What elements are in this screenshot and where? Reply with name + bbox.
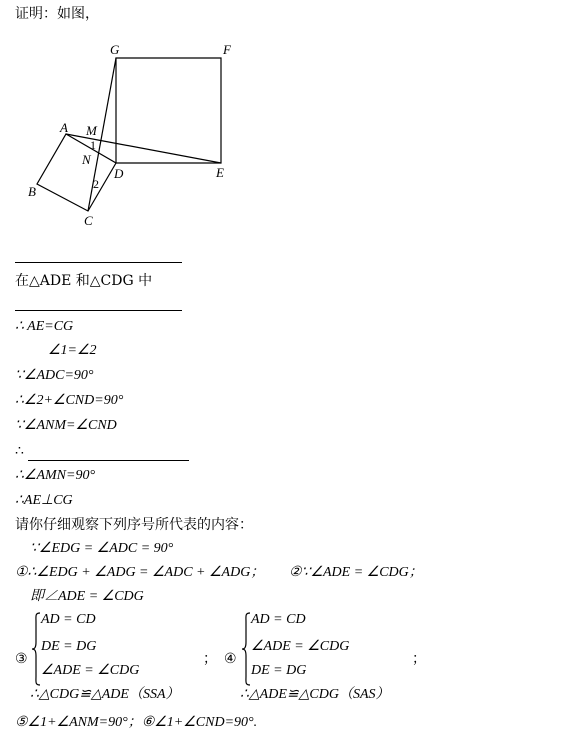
proof-line-angle-sum: ∴∠2+∠CND=90° — [15, 393, 124, 408]
proof-line-ae-cg: ∴ AE=CG — [15, 319, 74, 334]
option-3-separator: ； — [203, 651, 217, 667]
option-4-label: ④ — [224, 651, 237, 667]
blank-1 — [15, 262, 182, 263]
option-4-separator: ； — [412, 651, 426, 667]
proof-line-adc: ∵∠ADC=90° — [15, 368, 94, 383]
square-gfed — [116, 58, 221, 163]
label-g: G — [110, 42, 120, 57]
proof-line-angle1-angle2: ∠1=∠2 — [48, 343, 97, 358]
blank-3 — [28, 460, 189, 461]
option-2: ②∵∠ADE = ∠CDG； — [289, 565, 423, 580]
proof-line-amn: ∴∠AMN=90° — [15, 468, 96, 483]
option-4-line-2: ∠ADE = ∠CDG — [251, 639, 350, 654]
label-a: A — [60, 120, 68, 135]
option-4-line-1: AD = CD — [251, 612, 306, 627]
option-4-conclusion: ∴△ADE≌△CDG（SAS） — [240, 687, 390, 702]
label-m: M — [86, 123, 97, 138]
option-4-line-3: DE = DG — [251, 663, 307, 678]
blank-2 — [15, 310, 182, 311]
option-4-brace — [241, 612, 251, 686]
option-3-line-3: ∠ADE = ∠CDG — [41, 663, 140, 678]
option-3-line-1: AD = CD — [41, 612, 96, 627]
option-3-label: ③ — [15, 651, 28, 667]
options-5-6: ⑤∠1+∠ANM=90°；⑥∠1+∠CND=90°. — [15, 715, 258, 730]
question-prompt: 请你仔细观察下列序号所代表的内容： — [15, 517, 253, 533]
proof-line-therefore: ∴ — [15, 443, 24, 459]
question-given: ∵∠EDG = ∠ADC = 90° — [30, 541, 174, 556]
option-3-line-2: DE = DG — [41, 639, 97, 654]
square-abcd — [37, 134, 116, 211]
proof-line-anm-cnd: ∵∠ANM=∠CND — [15, 418, 117, 433]
label-angle-1: 1 — [90, 138, 96, 152]
label-b: B — [28, 184, 36, 199]
label-n: N — [82, 152, 91, 167]
label-angle-2: 2 — [93, 177, 99, 191]
label-e: E — [216, 165, 224, 180]
label-d: D — [114, 166, 124, 181]
option-3-conclusion: ∴△CDG≌△ADE（SSA） — [30, 687, 180, 702]
proof-intro: 证明：如图， — [15, 6, 99, 22]
label-f: F — [223, 42, 231, 57]
label-c: C — [84, 213, 93, 228]
option-3-brace — [31, 612, 41, 686]
proof-line-perpendicular: ∴AE⊥CG — [15, 493, 73, 508]
proof-line-in-triangles: 在△ADE 和△CDG 中 — [15, 273, 153, 289]
option-1: ①∴∠EDG + ∠ADG = ∠ADC + ∠ADG； — [15, 565, 265, 580]
option-1-continued: 即∠ADE = ∠CDG — [30, 589, 144, 604]
